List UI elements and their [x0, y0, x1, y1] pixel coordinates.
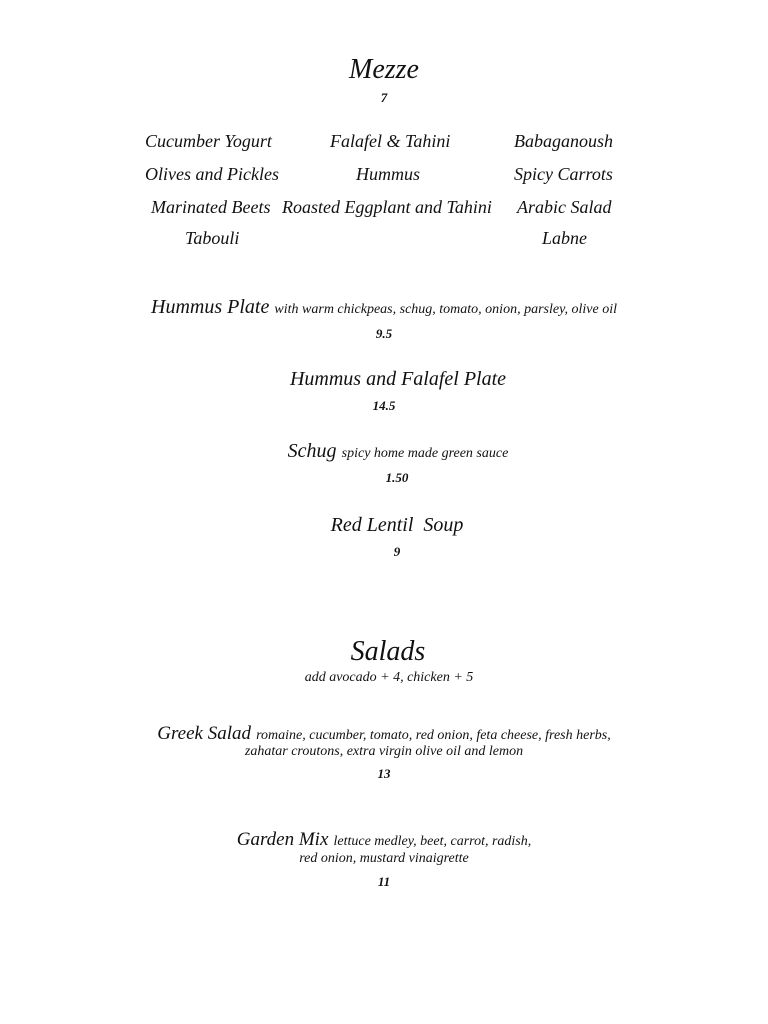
menu-item-garden-mix — [0, 829, 768, 851]
salads-add-on-note: add avocado + 4, chicken + 5 — [304, 670, 474, 685]
dish-description-continued: zahatar croutons, extra virgin olive oil and lemon — [244, 744, 524, 759]
dish-price: 14.5 — [372, 398, 396, 413]
dish-price: 13 — [377, 766, 391, 781]
dish-price: 9 — [393, 544, 401, 559]
mezze-item: Marinated Beets — [151, 197, 271, 217]
dish-name: Greek Salad — [157, 723, 252, 744]
dish-description: with warm chickpeas, schug, tomato, onion, parsley, olive oil — [274, 302, 617, 317]
mezze-item: Arabic Salad — [517, 197, 612, 217]
mezze-item: Cucumber Yogurt — [145, 131, 272, 151]
dish-description-continued: red onion, mustard vinaigrette — [299, 851, 469, 866]
mezze-item: Hummus — [356, 164, 421, 184]
menu-item-hummus-plate — [0, 296, 768, 319]
dish-description: lettuce medley, beet, carrot, radish, — [333, 834, 532, 849]
dish-price: 9.5 — [375, 326, 393, 341]
mezze-title: Mezze — [349, 54, 419, 85]
dish-description: spicy home made green sauce — [341, 446, 509, 461]
dish-name: Hummus Plate — [151, 296, 270, 318]
mezze-item: Olives and Pickles — [145, 164, 279, 184]
menu-item-greek-salad — [0, 723, 768, 745]
dish-name: Garden Mix — [236, 829, 329, 850]
menu-item-hummus-falafel-plate — [14, 368, 768, 391]
mezze-price: 7 — [380, 90, 388, 105]
dish-name: Red Lentil Soup — [330, 514, 464, 536]
dish-description: romaine, cucumber, tomato, red onion, feta cheese, fresh herbs, — [256, 728, 611, 743]
mezze-item: Tabouli — [185, 228, 240, 248]
mezze-item: Roasted Eggplant and Tahini — [282, 197, 492, 217]
mezze-item: Spicy Carrots — [514, 164, 613, 184]
mezze-item: Labne — [542, 228, 587, 248]
dish-price: 11 — [377, 874, 391, 889]
dish-name: Schug — [287, 440, 337, 462]
dish-name: Hummus and Falafel Plate — [289, 368, 507, 390]
salads-title: Salads — [350, 636, 426, 667]
menu-item-red-lentil-soup — [13, 514, 768, 537]
mezze-item: Babaganoush — [514, 131, 613, 151]
dish-price: 1.50 — [385, 470, 409, 485]
mezze-item: Falafel & Tahini — [330, 131, 451, 151]
menu-item-schug — [14, 440, 768, 463]
